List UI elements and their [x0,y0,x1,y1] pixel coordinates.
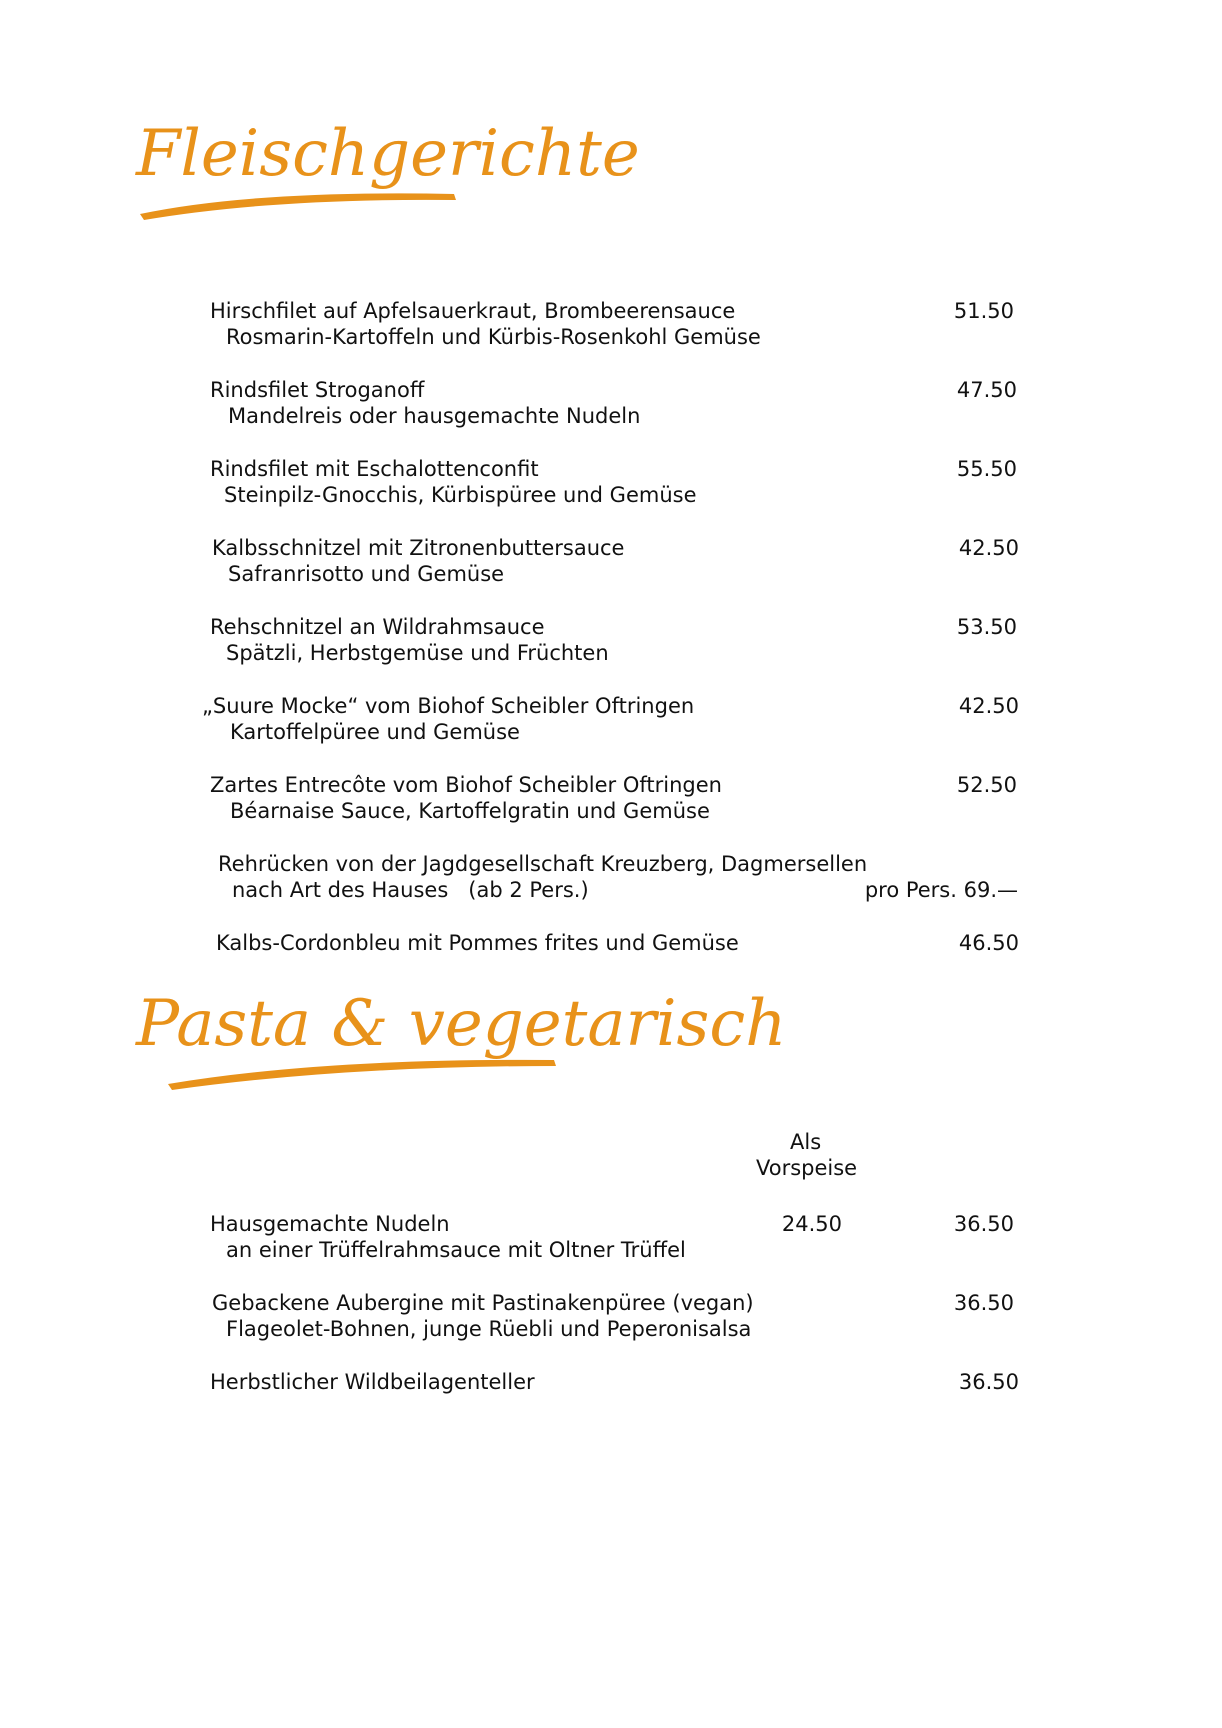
menu-item-price: 53.50 [956,615,1017,639]
menu-item-name: Herbstlicher Wildbeilagenteller [210,1370,535,1394]
brush-underline-icon [164,1052,564,1092]
menu-item-name: Zartes Entrecôte vom Biohof Scheibler Oftringen [210,773,722,797]
menu-item-side: Rosmarin-Kartoffeln und Kürbis-Rosenkohl Gemüse [226,325,761,349]
menu-item-price: 47.50 [956,378,1017,402]
menu-item-side: Kartoffelpüree und Gemüse [230,720,520,744]
brush-underline-icon [134,184,464,224]
menu-item-name: Hausgemachte Nudeln [210,1212,450,1236]
menu-item-price: 46.50 [958,931,1019,955]
menu-item-name: „Suure Mocke“ vom Biohof Scheibler Oftringen [202,694,695,718]
menu-item-side: Steinpilz-Gnocchis, Kürbispüree und Gemüse [224,483,697,507]
menu-item-name: Hirschfilet auf Apfelsauerkraut, Brombeerensauce [210,299,736,323]
menu-item-side: an einer Trüffelrahmsauce mit Oltner Trüffel [226,1238,686,1262]
menu-item-price: 51.50 [953,299,1014,323]
menu-item-side: Spätzli, Herbstgemüse und Früchten [226,641,609,665]
menu-item-side: Béarnaise Sauce, Kartoffelgratin und Gemüse [230,799,710,823]
menu-item-name: Gebackene Aubergine mit Pastinakenpüree (vegan) [212,1291,754,1315]
menu-item-side: Mandelreis oder hausgemachte Nudeln [228,404,641,428]
column-header-starter-line2: Vorspeise [756,1156,858,1180]
section-title-pasta [136,987,787,1061]
menu-item-price: 55.50 [956,457,1017,481]
menu-item-price: pro Pers. 69.— [864,878,1018,902]
menu-item-starter-price: 24.50 [781,1212,842,1236]
menu-item-price: 36.50 [953,1291,1014,1315]
menu-item-name: Rehrücken von der Jagdgesellschaft Kreuzberg, Dagmersellen [218,852,868,876]
menu-item-name: Rindsfilet mit Eschalottenconfit [210,457,539,481]
menu-item-name: Rehschnitzel an Wildrahmsauce [210,615,545,639]
section-title-meat [136,117,640,191]
menu-item-name: Kalbsschnitzel mit Zitronenbuttersauce [212,536,625,560]
section-title-meat-text: Fleischgerichte [136,117,640,191]
menu-item-price: 52.50 [956,773,1017,797]
menu-item-price: 36.50 [958,1370,1019,1394]
section-title-pasta-text: Pasta & vegetarisch [136,987,787,1061]
menu-item-price: 36.50 [953,1212,1014,1236]
column-header-starter: Als [790,1130,822,1154]
menu-item-side: nach Art des Hauses (ab 2 Pers.) [232,878,589,902]
menu-item-price: 42.50 [958,536,1019,560]
menu-item-name: Rindsfilet Stroganoff [210,378,425,402]
menu-item-name: Kalbs-Cordonbleu mit Pommes frites und Gemüse [216,931,739,955]
menu-item-price: 42.50 [958,694,1019,718]
menu-item-side: Safranrisotto und Gemüse [228,562,505,586]
menu-item-side: Flageolet-Bohnen, junge Rüebli und Peperonisalsa [226,1317,752,1341]
